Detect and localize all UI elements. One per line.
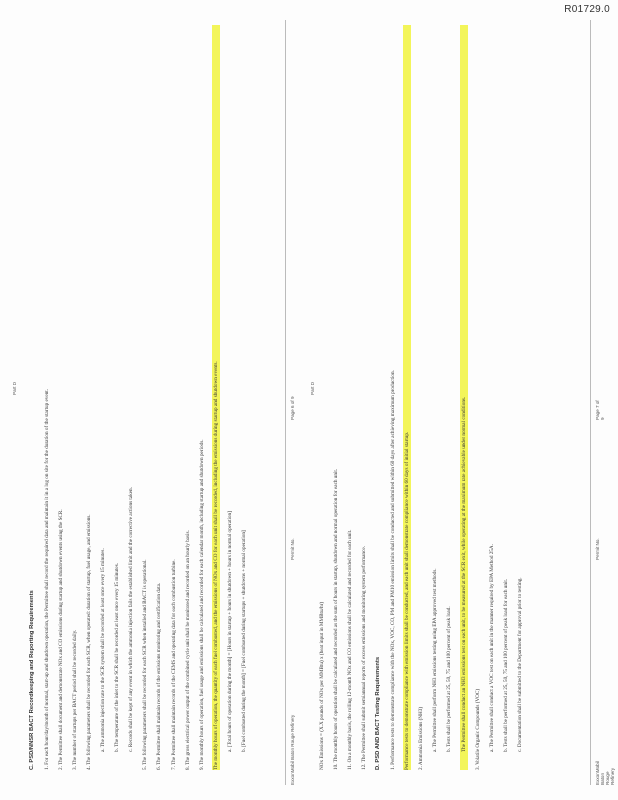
paragraph: a. [Total hours of operation during the month] = [Hours in startup + hours in shutdown + hours in normal operation] — [226, 511, 233, 752]
paragraph: b. [Fuel combusted during the month] = [Fuel combusted during startups + shutdowns + normal operation] — [240, 530, 247, 752]
right-footer-rule — [590, 20, 591, 785]
right-page-rotated — [318, 25, 593, 770]
paragraph: a. The ammonia injection rate to the SCR system shall be recorded at least once every 15 minutes. — [100, 548, 107, 752]
paragraph: b. Tests shall be performed at 25, 50, 75 and 100 percent of peak load for each unit. — [502, 578, 509, 752]
paragraph: 9. The monthly hours of operation, fuel usage and emissions shall be calculated and recorded for each calendar month, including startup and shutdown periods. — [198, 439, 205, 770]
left-footer-rule — [285, 20, 286, 785]
paragraph: 2. The Permittee shall document and demonstrate NOx and CO emissions during startup and shutdown events using the SCR. — [58, 509, 65, 770]
paragraph: 6. The Permittee shall maintain records of the emissions monitoring and certification data. — [156, 582, 163, 770]
highlighted-paragraph: The monthly hours of operation, the quantity of each fuel combusted, and the emissions of NOx and CO for each unit shall be recorded, including the emissions during startup and shutdown events. — [212, 25, 220, 770]
paragraph: NOx Emissions = (X.X pounds of NOx per MMBtu) x (heat input in MMBtu/hr) — [319, 601, 325, 770]
paragraph: 11. On a monthly basis, the rolling 12-month NOx and CO emissions shall be calculated and recorded for each unit. — [347, 529, 354, 770]
right-footer-permit: Permit No. — [595, 538, 600, 560]
paragraph: 5. The following parameters shall be recorded for each SCR when installed and BACT is operational. — [142, 559, 149, 770]
paragraph: 1. Performance tests to demonstrate compliance with the NOx, VOC, CO, PM and PM10 emission limits shall be conducted and submitted within 60 days after achieving maximum production. — [390, 370, 397, 770]
left-footer-page: Page 6 of 9 — [290, 396, 295, 420]
left-page-label: Part D — [12, 381, 17, 395]
paragraph: 12. The Permittee shall submit semiannual reports of excess emissions and monitoring system performance. — [361, 546, 368, 770]
bates-number: R01729.0 — [564, 4, 610, 15]
paragraph: 10. The monthly hours of operation shall be calculated and recorded as the sum of hours in startup, shutdown and normal operation for each unit. — [333, 468, 340, 770]
paragraph: c. Records shall be kept of any event in which the ammonia injection fails the established limit and the corrective actions taken. — [128, 487, 135, 752]
paragraph: c. Documentation shall be submitted to the Department for approval prior to testing. — [516, 577, 523, 752]
section-heading: D. PSD AND BACT Testing Requirements — [375, 656, 382, 770]
section-heading: C. PSD/NNSR BACT Recordkeeping and Reporting Requirements — [29, 590, 35, 770]
paragraph: b. Tests shall be performed at 25, 50, 75 and 100 percent of peak load. — [446, 606, 453, 752]
highlighted-paragraph: Performance tests to demonstrate compliance with emission limits shall be conducted, and each unit shall demonstrate compliance within 60 days of initial startup. — [403, 25, 411, 770]
paragraph: 7. The Permittee shall maintain records of the CEMS and operating data for each combustion turbine. — [170, 559, 177, 770]
right-footer-org: ExxonMobil Baton Rouge Refinery — [595, 761, 615, 785]
paragraph: 4. The following parameters shall be recorded for each SCR, when operated: duration of startup, fuel usage, and emissions. — [86, 514, 93, 770]
paragraph: 8. The gross electrical power output of the combined cycle unit shall be monitored and recorded on an hourly basis. — [184, 530, 191, 770]
paragraph: b. The temperature of the inlet to the SCR shall be recorded at least once every 15 minutes. — [114, 562, 121, 752]
right-page-label: Part D — [310, 381, 315, 395]
left-footer-org: ExxonMobil Baton Rouge Refinery — [290, 714, 295, 785]
paragraph: 2. Ammonia Emissions (NH3) — [418, 706, 425, 770]
left-footer-permit: Permit No. — [290, 538, 295, 560]
paragraph: 3. The number of startups per BACT period shall be recorded daily. — [72, 629, 79, 770]
paragraph: 1. For each hour/day/month of normal, start-up and shutdown operation, the Permittee shall record the required data and maintain it in a log on site for the duration of the startup event. — [43, 388, 50, 770]
left-page-rotated — [22, 25, 297, 770]
paragraph: 3. Volatile Organic Compounds (VOC) — [474, 688, 481, 770]
right-footer-page: Page 7 of 9 — [595, 400, 605, 420]
paragraph: a. The Permittee shall perform NH3 emissions testing using EPA approved test methods. — [432, 568, 439, 752]
highlighted-paragraph: The Permittee shall conduct an NH3 emissions test on each unit, to be measured at the SCR exit, while operating at the maximum rate achievable under normal conditions. — [460, 25, 468, 770]
paragraph: a. The Permittee shall conduct a VOC test on each unit in the manner required by EPA Method 25A. — [488, 544, 495, 752]
